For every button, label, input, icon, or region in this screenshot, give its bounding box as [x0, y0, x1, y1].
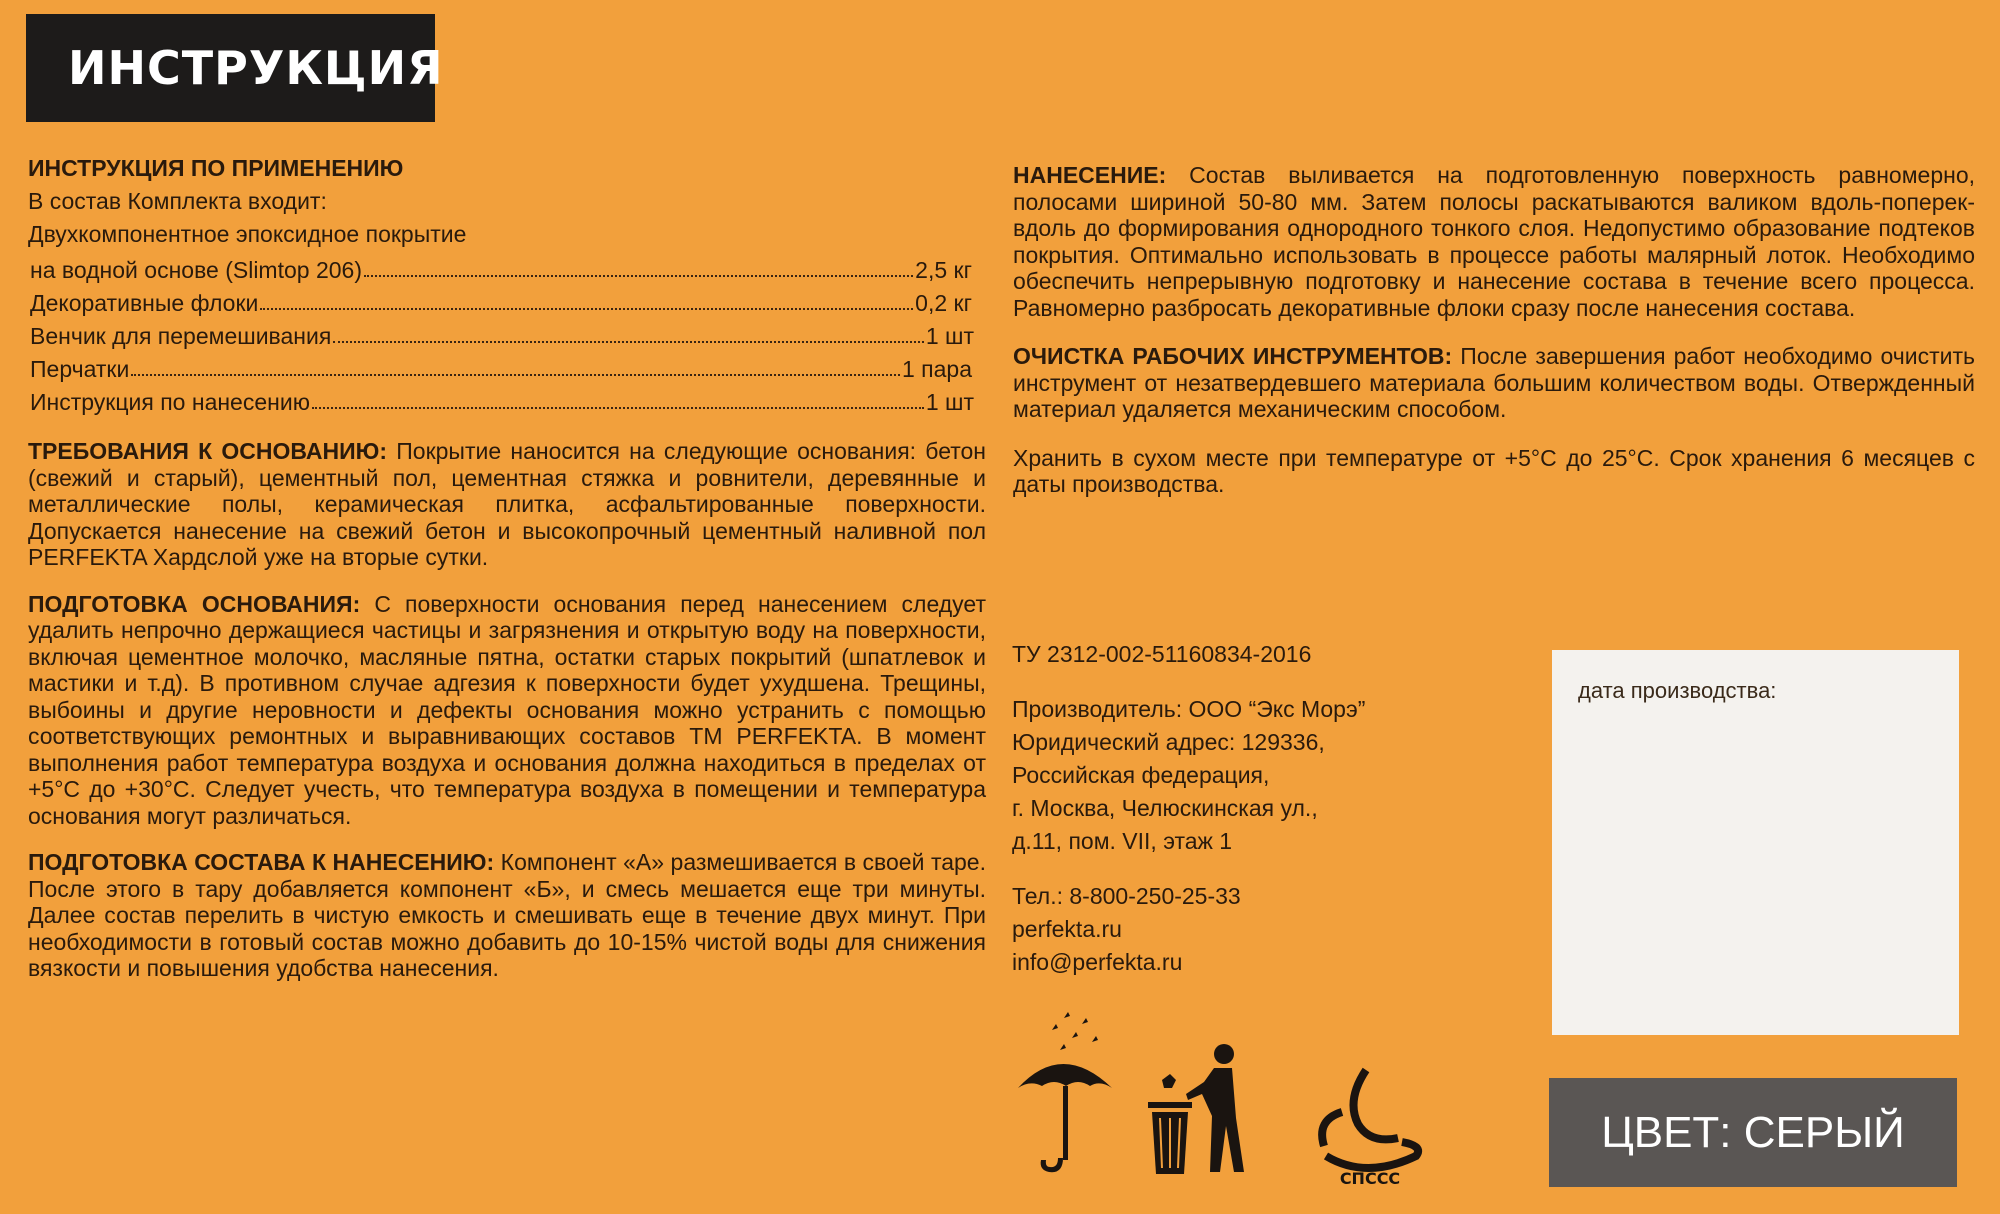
- website: perfekta.ru: [1012, 916, 1122, 942]
- spsss-label: СПССС: [1339, 1169, 1401, 1188]
- kit-item: на водной основе (Slimtop 206) 2,5 кг: [30, 257, 972, 283]
- address-line: д.11, пом. VII, этаж 1: [1012, 828, 1233, 854]
- production-date-box: [1552, 650, 1959, 1035]
- keep-dry-icon: [1012, 1010, 1122, 1180]
- storage-section: Хранить в сухом месте при температуре от +5°C до 25°C. Срок хранения 6 месяцев с даты производства.: [1013, 444, 1975, 497]
- cleaning-section: ОЧИСТКА РАБОЧИХ ИНСТРУМЕНТОВ: После завершения работ необходимо очистить инструмент от незатвердевшего материала большим количеством воды. Отвержденный материал удаляется механическим способом.: [1013, 343, 1975, 422]
- address-line: Юридический адрес: 129336,: [1012, 729, 1325, 755]
- address-line: г. Москва, Челюскинская ул.,: [1012, 795, 1318, 821]
- usage-heading: ИНСТРУКЦИЯ ПО ПРИМЕНЕНИЮ: [28, 155, 404, 181]
- kit-contents-list: [28, 251, 972, 416]
- kit-item: Венчик для перемешивания 1 шт: [30, 323, 974, 349]
- manufacturer-info: [1012, 638, 1365, 979]
- color-badge: ЦВЕТ: СЕРЫЙ: [1549, 1078, 1957, 1187]
- email: info@perfekta.ru: [1012, 949, 1183, 975]
- application-section: НАНЕСЕНИЕ: Состав выливается на подготовленную поверхность равномерно, полосами шириной 50-80 мм. Затем полосы раскатываются валиком вдоль-поперек-вдоль до формирования однородного тонкого слоя. Недопустимо образование подтеков покрытия. Оптимально использовать в процессе работы малярный лоток. Необходимо обеспечить непрерывную подготовку и нанесение состава в течение всего процесса. Равномерно разбросать декоративные флоки сразу после нанесения состава.: [1013, 162, 1975, 321]
- preparation-section: ПОДГОТОВКА ОСНОВАНИЯ: С поверхности основания перед нанесением следует удалить непрочно держащиеся частицы и загрязнения и открытую воду на поверхности, включая цементное молочко, масляные пятна, остатки старых покрытий (шпатлевок и мастики и т.д). В противном случае адгезия к поверхности будет ухудшена. Трещины, выбоины и другие неровности и дефекты основания можно устранить с помощью соответствующих ремонтных и выравнивающих составов ТМ PERFEKTA. В момент выполнения работ температура воздуха и основания должна находиться в пределах от +5°C до +30°C. Следует учесть, что температура воздуха в помещении и температура основания могут различаться.: [28, 590, 986, 829]
- kit-item: Декоративные флоки 0,2 кг: [30, 290, 972, 316]
- spsss-certification-icon: [1306, 1060, 1436, 1190]
- production-date-label: дата производства:: [1578, 678, 1777, 703]
- tu-code: ТУ 2312-002-51160834-2016: [1012, 641, 1312, 667]
- left-column: [28, 152, 986, 982]
- phone: Тел.: 8-800-250-25-33: [1012, 883, 1241, 909]
- right-column: [1013, 162, 1975, 498]
- usage-intro: В состав Комплекта входит:: [28, 188, 327, 214]
- dispose-in-bin-icon: [1140, 1040, 1250, 1180]
- requirements-section: ТРЕБОВАНИЯ К ОСНОВАНИЮ: Покрытие наносится на следующие основания: бетон (свежий и старый), цементный пол, цементная стяжка и ровнители, деревянные и металлические полы, керамическая плитка, асфальтированные поверхности. Допускается нанесение на свежий бетон и высокопрочный цементный наливной пол PERFEKTA Хардслой уже на вторые сутки.: [28, 438, 986, 570]
- kit-item: Перчатки 1 пара: [30, 356, 972, 382]
- page-title: ИНСТРУКЦИЯ: [26, 14, 435, 122]
- address-line: Российская федерация,: [1012, 762, 1270, 788]
- mixing-section: ПОДГОТОВКА СОСТАВА К НАНЕСЕНИЮ: Компонент «А» размешивается в своей таре. После этого в тару добавляется компонент «Б», и смесь мешается еще три минуты. Далее состав перелить в чистую емкость и смешивать еще в течение двух минут. При необходимости в готовый состав можно добавить до 10-15% чистой воды для снижения вязкости и повышения удобства нанесения.: [28, 849, 986, 981]
- usage-coating-line: Двухкомпонентное эпоксидное покрытие: [28, 221, 467, 247]
- kit-item: Инструкция по нанесению 1 шт: [30, 389, 974, 415]
- manufacturer: Производитель: ООО “Экс Морэ”: [1012, 696, 1366, 722]
